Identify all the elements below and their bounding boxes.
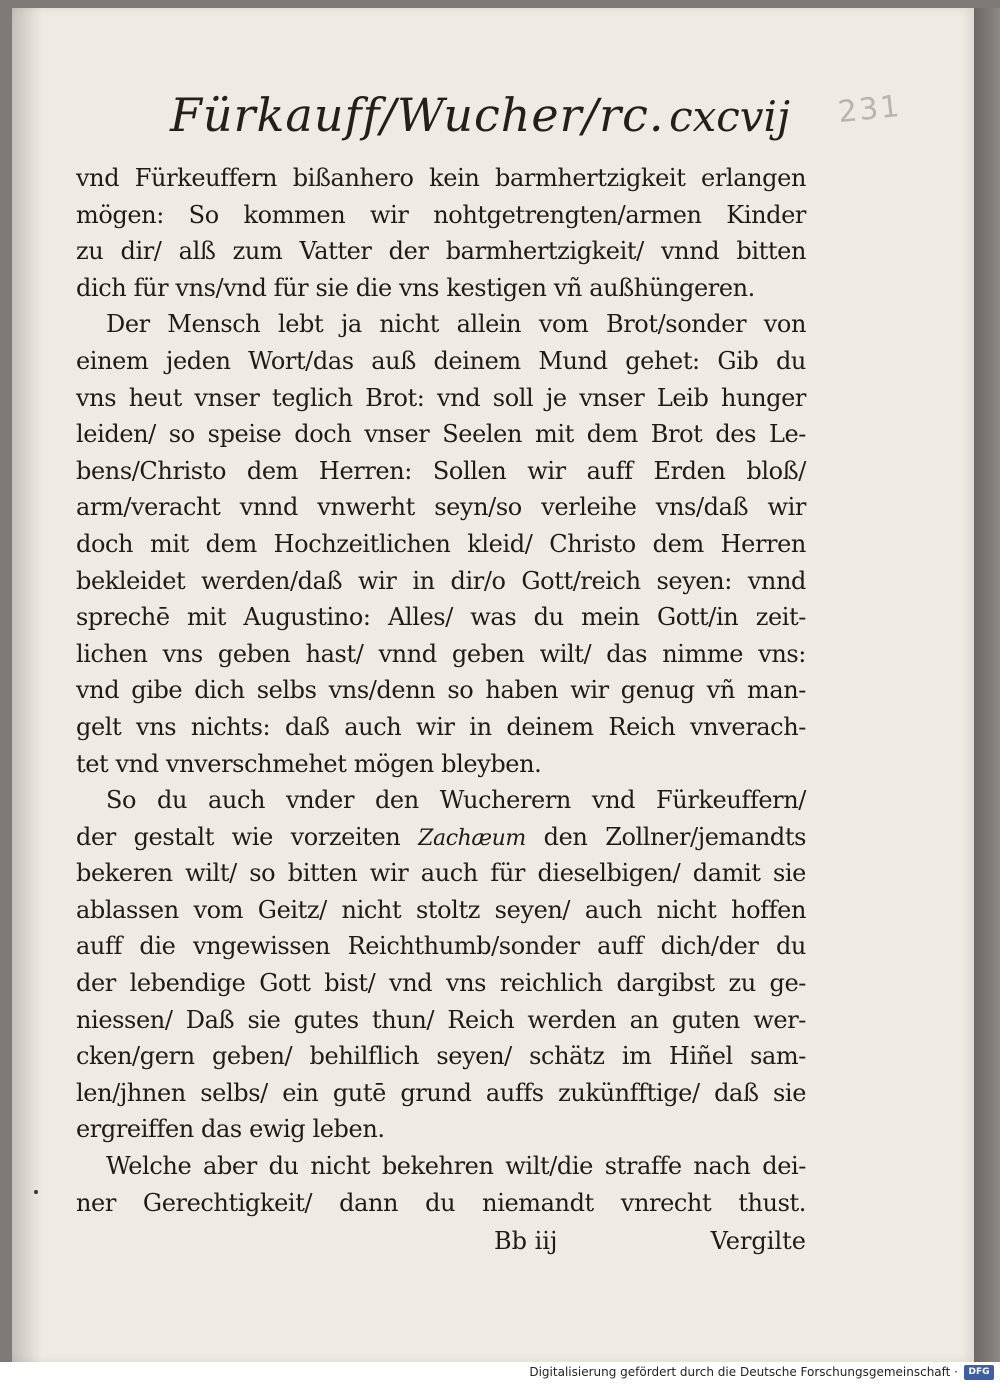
catchword: Vergilte xyxy=(710,1227,806,1255)
text-line: cken/gern geben/ behilflich seyen/ schätz im Hiñel sam- xyxy=(76,1042,806,1071)
text-line: vns heut vnser teglich Brot: vnd soll je vnser Leib hunger xyxy=(76,383,806,412)
text-line: dich für vns/vnd für sie die vns kestigen vñ außhüngeren. xyxy=(76,273,755,302)
text-line: vnd Fürkeuffern bißanhero kein barmhertzigkeit erlangen xyxy=(76,164,806,192)
text-line: ablassen vom Geitz/ nicht stoltz seyen/ auch nicht hoffen xyxy=(76,895,806,924)
text-segment: den Zollner/jemandts xyxy=(525,822,806,851)
text-line: gelt vns nichts: daß auch wir in deinem Reich vnverach- xyxy=(76,712,806,741)
text-line: leiden/ so speise doch vnser Seelen mit dem Brot des Le- xyxy=(76,420,806,449)
dfg-logo: DFG xyxy=(964,1365,994,1380)
credit-bar xyxy=(0,1362,1000,1384)
text-line: Der Mensch lebt ja nicht allein vom Brot/sonder von xyxy=(106,310,806,339)
text-line: ner Gerechtigkeit/ dann du niemandt vnrecht thust. xyxy=(76,1188,806,1217)
text-line: So du auch vnder den Wucherern vnd Fürkeuffern/ xyxy=(106,786,806,815)
folio-number: cxcvij xyxy=(669,92,790,141)
page-header xyxy=(170,88,790,158)
text-segment: der gestalt wie vorzeiten xyxy=(76,822,419,851)
text-line: arm/veracht vnnd vnwerht seyn/so verleihe vns/daß wir xyxy=(76,493,806,522)
text-line: auff die vngewissen Reichthumb/sonder auff dich/der du xyxy=(76,932,806,961)
ink-speck xyxy=(34,1190,38,1194)
text-line: mögen: So kommen wir nohtgetrengten/armen Kinder xyxy=(76,200,806,229)
text-line: Welche aber du nicht bekehren wilt/die straffe nach dei- xyxy=(106,1152,806,1181)
text-line: bekleidet werden/daß wir in dir/o Gott/reich seyen: vnnd xyxy=(76,566,806,595)
page-footer xyxy=(76,1227,806,1265)
body-text xyxy=(76,160,806,1221)
text-line: bekeren wilt/ so bitten wir auch für dieselbigen/ damit sie xyxy=(76,859,806,888)
pencil-annotation: 231 xyxy=(836,88,903,131)
text-line: doch mit dem Hochzeitlichen kleid/ Christo dem Herren xyxy=(76,529,806,558)
text-line: len/jhnen selbs/ ein gutē grund auffs zukünfftige/ daß sie xyxy=(76,1078,806,1107)
text-line: lichen vns geben hast/ vnnd geben wilt/ das nimme vns: xyxy=(76,639,806,668)
text-line: ergreiffen das ewig leben. xyxy=(76,1115,385,1144)
text-line: einem jeden Wort/das auß deinem Mund gehet: Gib du xyxy=(76,346,806,375)
running-head: Fürkauff/Wucher/rc. xyxy=(170,88,665,142)
text-line: der lebendige Gott bist/ vnd vns reichlich dargibst zu ge- xyxy=(76,969,806,998)
text-line: vnd gibe dich selbs vns/denn so haben wir genug vñ man- xyxy=(76,676,806,705)
text-line: zu dir/ alß zum Vatter der barmhertzigkeit/ vnnd bitten xyxy=(76,237,806,266)
binding-shadow xyxy=(12,8,42,1362)
text-line: niessen/ Daß sie gutes thun/ Reich werden an guten wer- xyxy=(76,1005,806,1034)
page-edge xyxy=(974,8,1000,1362)
text-line: bens/Christo dem Herren: Sollen wir auff Erden bloß/ xyxy=(76,456,806,485)
signature-mark: Bb iij xyxy=(494,1227,558,1255)
text-line: tet vnd vnverschmehet mögen bleyben. xyxy=(76,749,542,778)
text-line xyxy=(76,819,806,856)
funding-credit: Digitalisierung gefördert durch die Deutsche Forschungsgemeinschaft · xyxy=(529,1365,958,1379)
text-line: sprechē mit Augustino: Alles/ was du mein Gott/in zeit- xyxy=(76,603,806,632)
italic-name: Zachæum xyxy=(418,825,526,851)
